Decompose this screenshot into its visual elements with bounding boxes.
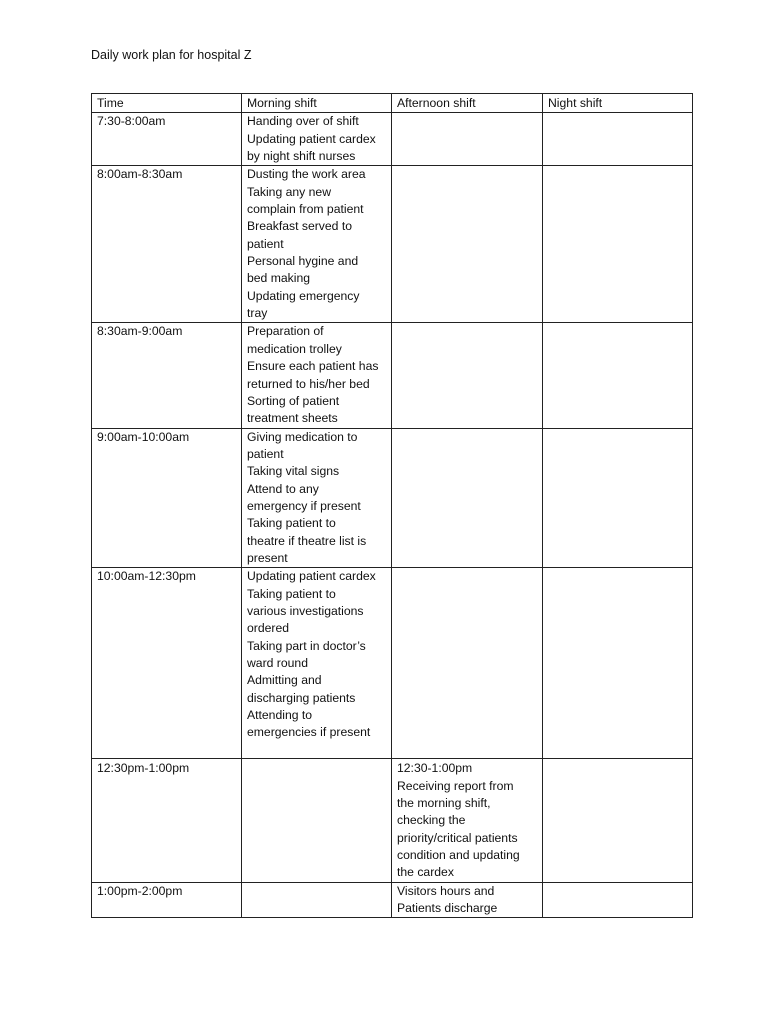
table-row: [92, 882, 693, 918]
morning-shift-cell: [242, 882, 392, 918]
column-header-night-shift: Night shift: [543, 94, 693, 113]
time-cell: 10:00am-12:30pm: [92, 568, 242, 759]
night-shift-cell: [543, 759, 693, 882]
night-shift-cell: [543, 428, 693, 568]
time-cell: 9:00am-10:00am: [92, 428, 242, 568]
column-header-time: Time: [92, 94, 242, 113]
work-plan-table: [91, 93, 693, 918]
time-cell: 1:00pm-2:00pm: [92, 882, 242, 918]
time-cell: 8:00am-8:30am: [92, 166, 242, 323]
morning-shift-cell: Updating patient cardex Taking patient to various investigations ordered Taking part in doctor’s ward round Admitting and discharging patients Attending to emergencies if present: [242, 568, 392, 759]
afternoon-shift-cell: [392, 568, 543, 759]
afternoon-shift-cell: Visitors hours and Patients discharge: [392, 882, 543, 918]
table-row: [92, 323, 693, 428]
time-cell: 12:30pm-1:00pm: [92, 759, 242, 882]
table-header-row: [92, 94, 693, 113]
night-shift-cell: [543, 113, 693, 166]
table-row: [92, 428, 693, 568]
time-cell: 7:30-8:00am: [92, 113, 242, 166]
afternoon-shift-cell: [392, 323, 543, 428]
afternoon-shift-cell: [392, 113, 543, 166]
column-header-afternoon-shift: Afternoon shift: [392, 94, 543, 113]
table-row: [92, 759, 693, 882]
afternoon-shift-cell: [392, 428, 543, 568]
night-shift-cell: [543, 882, 693, 918]
morning-shift-cell: Handing over of shift Updating patient cardex by night shift nurses: [242, 113, 392, 166]
table-row: [92, 568, 693, 759]
morning-shift-cell: Giving medication to patient Taking vital signs Attend to any emergency if present Taking patient to theatre if theatre list is present: [242, 428, 392, 568]
morning-shift-cell: Dusting the work area Taking any new complain from patient Breakfast served to patient Personal hygine and bed making Updating emergency tray: [242, 166, 392, 323]
morning-shift-cell: Preparation of medication trolley Ensure each patient has returned to his/her bed Sorting of patient treatment sheets: [242, 323, 392, 428]
document-title: Daily work plan for hospital Z: [91, 48, 252, 62]
night-shift-cell: [543, 323, 693, 428]
afternoon-shift-cell: [392, 166, 543, 323]
column-header-morning-shift: Morning shift: [242, 94, 392, 113]
night-shift-cell: [543, 166, 693, 323]
night-shift-cell: [543, 568, 693, 759]
morning-shift-cell: [242, 759, 392, 882]
table-row: [92, 113, 693, 166]
table-row: [92, 166, 693, 323]
afternoon-shift-cell: 12:30-1:00pm Receiving report from the morning shift, checking the priority/critical patients condition and updating the cardex: [392, 759, 543, 882]
time-cell: 8:30am-9:00am: [92, 323, 242, 428]
